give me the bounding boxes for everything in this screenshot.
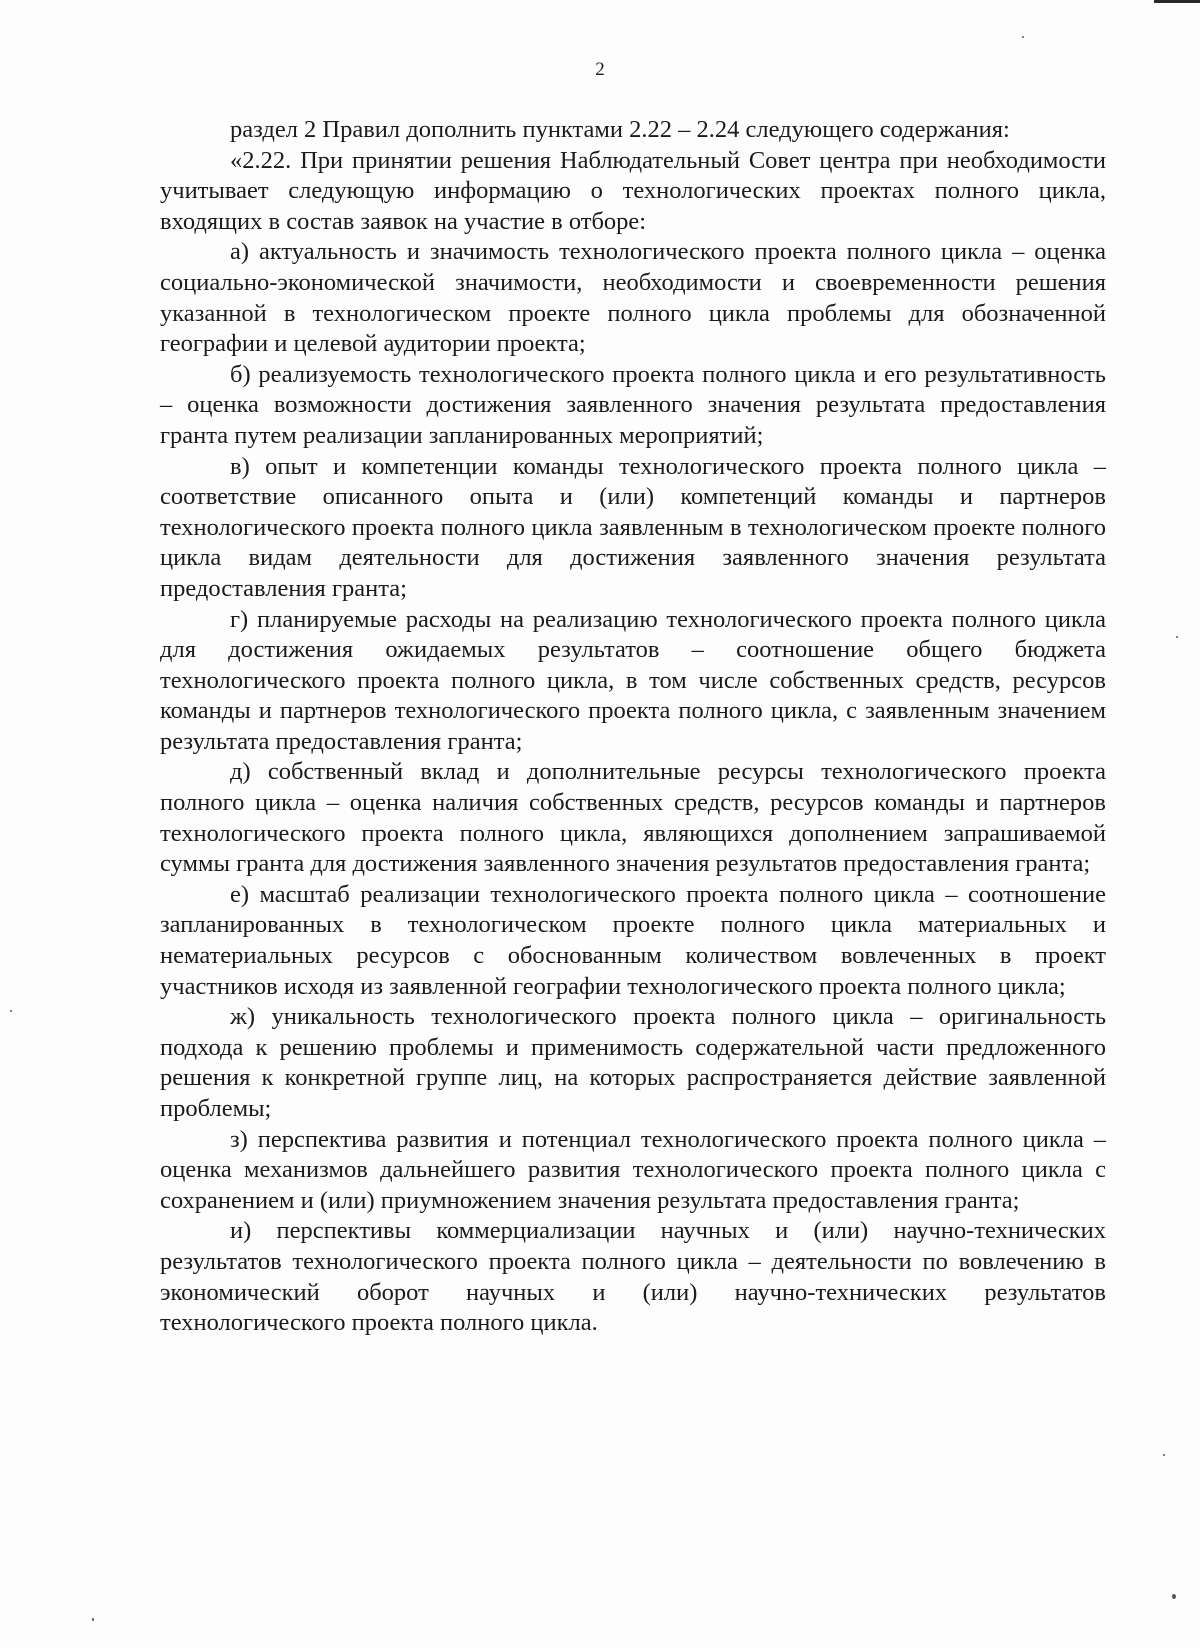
page-number: 2 (595, 59, 605, 80)
paragraph-item-z: з) перспектива развития и потенциал технологического проекта полного цикла – оценка механизмов дальнейшего развития технологического проекта полного цикла с сохранением и (или) приумножением значения результата предоставления гранта; (160, 1125, 1106, 1214)
paragraph-2-22: «2.22. При принятии решения Наблюдательный Совет центра при необходимости учитывает следующую информацию о технологических проектах полного цикла, входящих в состав заявок на участие в отборе: (160, 146, 1106, 235)
paragraph-item-a: а) актуальность и значимость технологического проекта полного цикла – оценка социально-экономической значимости, необходимости и своевременности решения указанной в технологическом проекте полного цикла проблемы для обозначенной географии и целевой аудитории проекта; (160, 238, 1106, 358)
paragraph-intro: раздел 2 Правил дополнить пунктами 2.22 – 2.24 следующего содержания: (230, 116, 1010, 143)
scan-speck (1172, 1594, 1176, 1599)
scan-speck (10, 1010, 12, 1012)
paragraph-item-e: е) масштаб реализации технологического проекта полного цикла – соотношение запланированных в технологическом проекте полного цикла материальных и нематериальных ресурсов с обоснованным количеством вовлеченных в проект участников исходя из заявленной географии технологического проекта полного цикла; (160, 880, 1106, 1000)
scan-speck (92, 1618, 94, 1621)
document-body (160, 115, 1106, 1339)
scan-speck (1163, 1454, 1165, 1456)
scan-edge-mark (1154, 0, 1200, 3)
paragraph-item-d: д) собственный вклад и дополнительные ресурсы технологического проекта полного цикла – оценка наличия собственных средств, ресурсов команды и партнеров технологического проекта полного цикла, являющихся дополнением запрашиваемой суммы гранта для достижения заявленного значения результатов предоставления гранта; (160, 758, 1106, 878)
paragraph-item-v: в) опыт и компетенции команды технологического проекта полного цикла – соответствие описанного опыта и (или) компетенций команды и партнеров технологического проекта полного цикла заявленным в технологическом проекте полного цикла видам деятельности для достижения заявленного значения результата предоставления гранта; (160, 452, 1106, 602)
paragraph-item-g: г) планируемые расходы на реализацию технологического проекта полного цикла для достижения ожидаемых результатов – соотношение общего бюджета технологического проекта полного цикла, в том числе собственных средств, ресурсов команды и партнеров технологического проекта полного цикла, с заявленным значением результата предоставления гранта; (160, 605, 1106, 755)
paragraph-item-b: б) реализуемость технологического проекта полного цикла и его результативность – оценка возможности достижения заявленного значения результата предоставления гранта путем реализации запланированных мероприятий; (160, 360, 1106, 449)
paragraph-item-i: и) перспективы коммерциализации научных и (или) научно-технических результатов технологического проекта полного цикла – деятельности по вовлечению в экономический оборот научных и (или) научно-технических результатов технологического проекта полного цикла. (160, 1217, 1106, 1337)
scan-speck (1176, 636, 1178, 638)
scan-speck (1022, 36, 1024, 38)
paragraph-item-zh: ж) уникальность технологического проекта полного цикла – оригинальность подхода к решению проблемы и применимость содержательной части предложенного решения к конкретной группе лиц, на которых распространяется действие заявленной проблемы; (160, 1003, 1106, 1122)
